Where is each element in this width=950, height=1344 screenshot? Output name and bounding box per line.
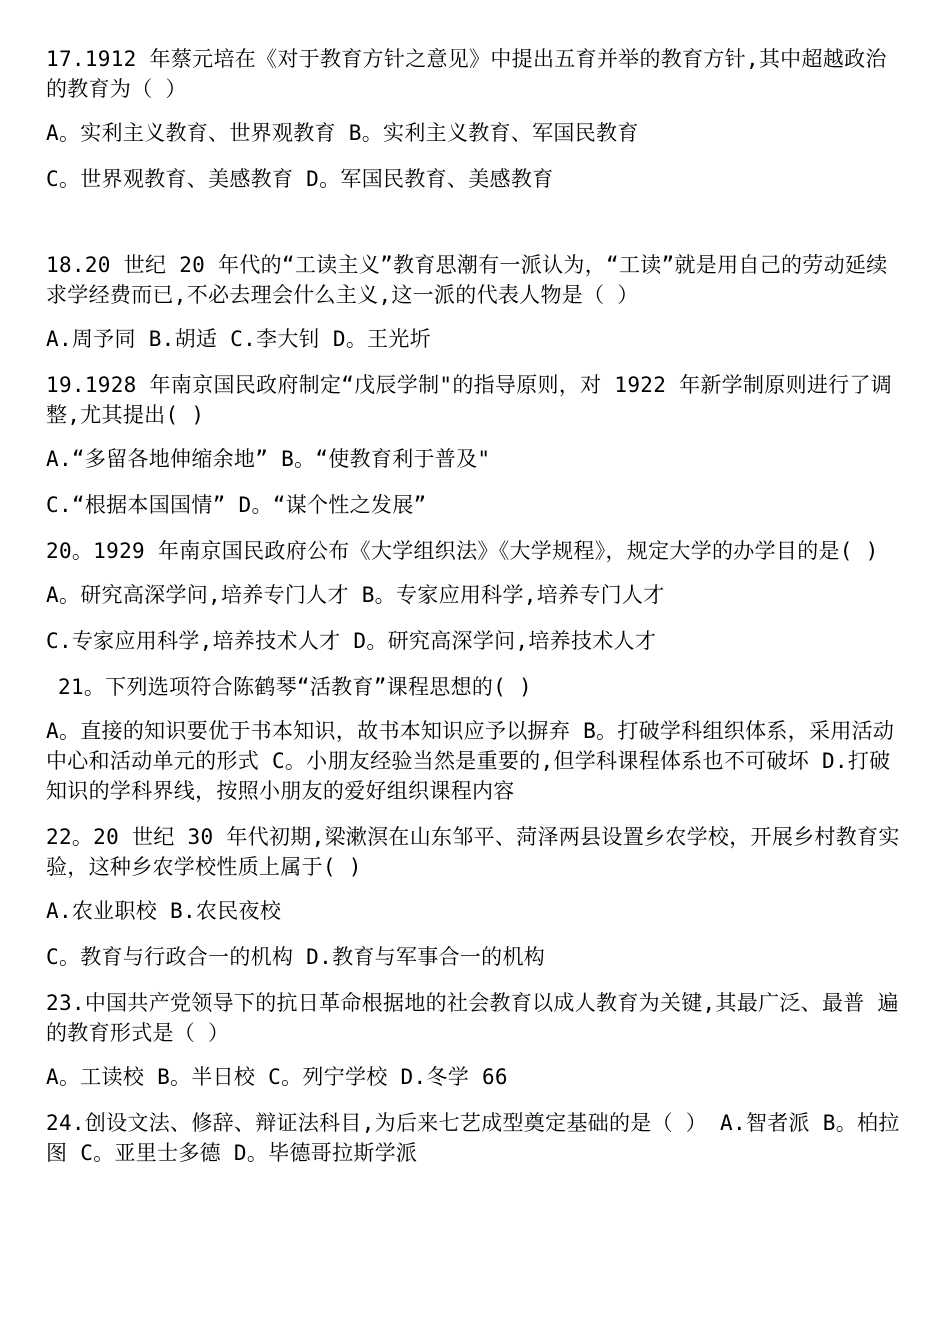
question-22-stem: 22。20 世纪 30 年代初期,梁漱溟在山东邹平、菏泽两县设置乡农学校，开展乡村教育实 验，这种乡农学校性质上属于( ) bbox=[46, 825, 900, 879]
question-17-options-2: C。世界观教育、美感教育 D。军国民教育、美感教育 bbox=[46, 167, 554, 191]
question-22-options-2: C。教育与行政合一的机构 D.教育与军事合一的机构 bbox=[46, 945, 546, 969]
question-21-stem: 21。下列选项符合陈鹤琴“活教育”课程思想的( ) bbox=[58, 675, 532, 699]
question-23-stem: 23.中国共产党领导下的抗日革命根据地的社会教育以成人教育为关键,其最广泛、最普 遍的教育形式是（ ） bbox=[46, 991, 899, 1045]
question-17-options-1: A。实利主义教育、世界观教育 B。实利主义教育、军国民教育 bbox=[46, 121, 639, 145]
question-20-options-2: C.专家应用科学,培养技术人才 D。研究高深学问,培养技术人才 bbox=[46, 629, 657, 653]
question-24-stem: 24.创设文法、修辞、辩证法科目,为后来七艺成型奠定基础的是（ ） A.智者派 B。柏拉图 C。亚里士多德 D。毕德哥拉斯学派 bbox=[46, 1111, 900, 1165]
question-18-options-1: A.周予同 B.胡适 C.李大钊 D。王光圻 bbox=[46, 327, 432, 351]
question-19-stem: 19.1928 年南京国民政府制定“戊辰学制"的指导原则，对 1922 年新学制原则进行了调 整,尤其提出( ) bbox=[46, 373, 893, 427]
question-19-options-2: C.“根据本国国情” D。“谋个性之发展” bbox=[46, 493, 427, 517]
question-23-options-1: A。工读校 B。半日校 C。列宁学校 D.冬学 66 bbox=[46, 1065, 508, 1089]
question-19-options-1: A.“多留各地伸缩余地” B。“使教育利于普及" bbox=[46, 447, 491, 471]
question-20-options-1: A。研究高深学问,培养专门人才 B。专家应用科学,培养专门人才 bbox=[46, 583, 665, 607]
question-17-stem: 17.1912 年蔡元培在《对于教育方针之意见》中提出五育并举的教育方针,其中超越政治 的教育为（ ） bbox=[46, 47, 887, 101]
document-page bbox=[46, 44, 906, 1182]
question-20-stem: 20。1929 年南京国民政府公布《大学组织法》《大学规程》，规定大学的办学目的是( ) bbox=[46, 539, 879, 563]
spacer bbox=[46, 210, 906, 250]
question-18-stem: 18.20 世纪 20 年代的“工读主义”教育思潮有一派认为，“工读”就是用自己的劳动延续 求学经费而已,不必去理会什么主义,这一派的代表人物是（ ） bbox=[46, 253, 888, 307]
question-22-options-1: A.农业职校 B.农民夜校 bbox=[46, 899, 282, 923]
question-21-options-1: A。直接的知识要优于书本知识，故书本知识应予以摒弃 B。打破学科组织体系，采用活动中心和活动单元的形式 C。小朋友经验当然是重要的,但学科课程体系也不可破坏 D.打破知识的学科界线，按照小朋友的爱好组织课程内容 bbox=[46, 719, 895, 803]
